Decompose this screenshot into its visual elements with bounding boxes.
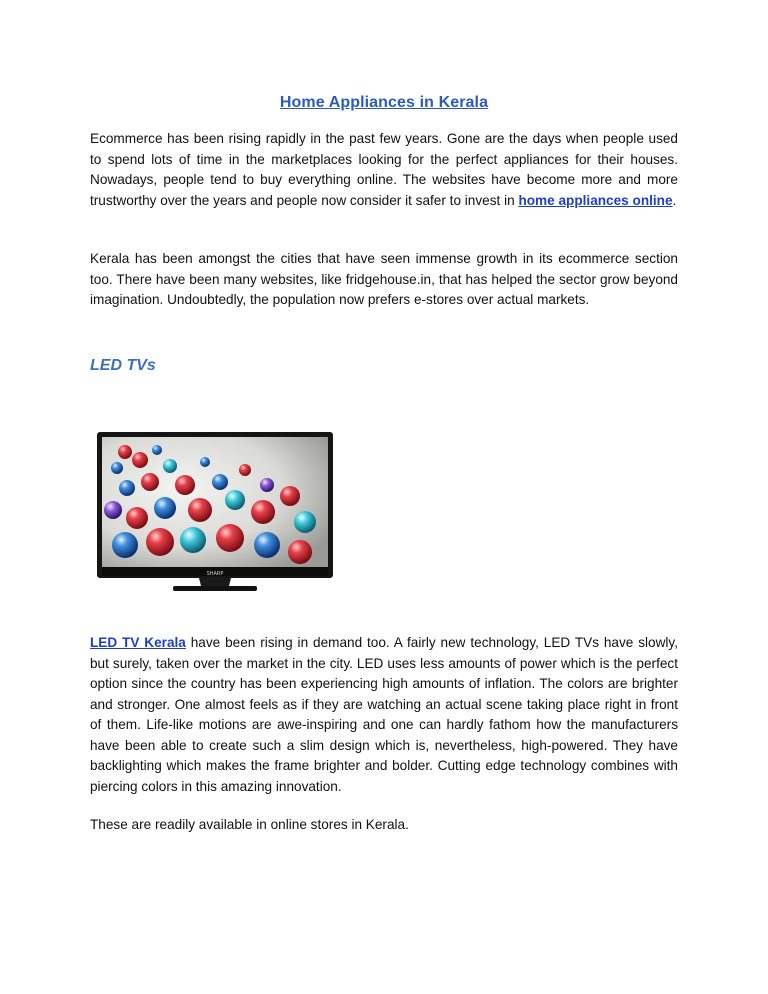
closing-paragraph: These are readily available in online stores in Kerala. <box>90 817 409 832</box>
led-tv-text: have been rising in demand too. A fairly new technology, LED TVs have slowly, but surely, taken over the market in the city. LED uses less amounts of power which is the perfect option since the country has been experiencing high amounts of inflation. The colors are brighter and stronger. One almost feels as if they are watching an actual scene taking place right in front of them. Life-like motions are awe-inspiring and one can hardly fathom how the manufacturers have been able to create such a slim design which is, nevertheless, high-powered. They have backlighting which makes the frame brighter and bolder. Cutting edge technology combines with piercing colors in this amazing innovation. <box>90 635 678 794</box>
kerala-paragraph: Kerala has been amongst the cities that have seen immense growth in its ecommerce section too. There have been many websites, like fridgehouse.in, that has helped the sector grow beyond imagination. Undoubtedly, the population now prefers e-stores over actual markets. <box>90 251 678 307</box>
led-tv-kerala-link[interactable]: LED TV Kerala <box>90 635 186 650</box>
section-heading-led-tvs: LED TVs <box>90 357 156 374</box>
tv-brand-logo: SHARP <box>206 571 224 577</box>
intro-text: Ecommerce has been rising rapidly in the past few years. Gone are the days when people used to spend lots of time in the marketplaces looking for the perfect appliances for their houses. Nowadays, people tend to buy everything online. The websites have become more and more trustworthy over the years and people now consider it safer to invest in <box>90 131 678 208</box>
tv-stand-base <box>173 586 257 591</box>
tv-stand-neck <box>199 578 231 586</box>
intro-paragraph <box>90 129 678 211</box>
tv-illustration <box>95 430 335 595</box>
home-appliances-link[interactable]: home appliances online <box>518 192 673 208</box>
page-title: Home Appliances in Kerala <box>279 94 489 111</box>
led-tv-image <box>95 430 335 595</box>
intro-end: . <box>672 192 677 208</box>
led-tv-paragraph <box>90 633 678 797</box>
